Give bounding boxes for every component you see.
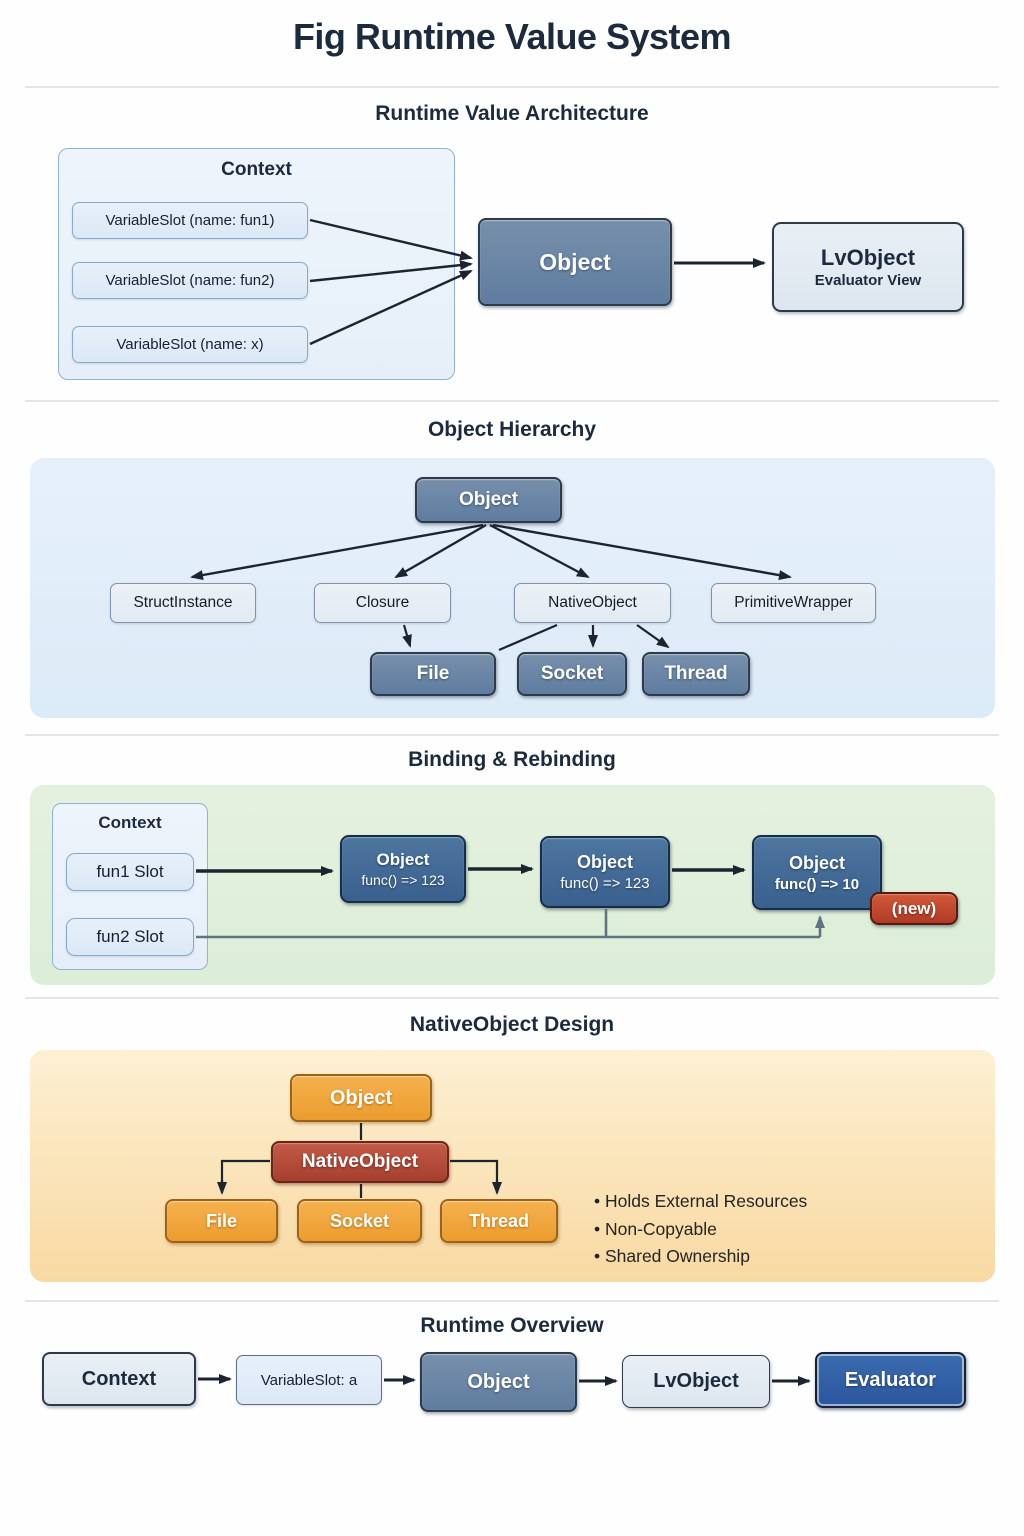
native-design-header: NativeObject Design: [409, 1013, 615, 1036]
lvobject-sublabel: Evaluator View: [814, 272, 922, 289]
binding-object-3-label: Object: [788, 852, 845, 873]
section-divider: [25, 1300, 999, 1302]
binding-fun1-slot: fun1 Slot: [66, 853, 194, 891]
hierarchy-header: Object Hierarchy: [427, 418, 597, 441]
overview-evaluator-node: Evaluator: [815, 1352, 966, 1408]
overview-header: Runtime Overview: [420, 1314, 604, 1337]
overview-object-node: Object: [420, 1352, 577, 1412]
binding-object-1: [340, 835, 466, 903]
hierarchy-thread-node: Thread: [642, 652, 750, 696]
native-file-node: File: [165, 1199, 278, 1243]
native-design-bullet-list: [594, 1188, 807, 1271]
overview-variableslot-node: VariableSlot: a: [236, 1355, 382, 1405]
overview-context-node: Context: [42, 1352, 196, 1406]
bullet-shared-ownership: • Shared Ownership: [594, 1246, 750, 1266]
hierarchy-primitivewrapper-node: PrimitiveWrapper: [711, 583, 876, 623]
hierarchy-closure-node: Closure: [314, 583, 451, 623]
section-divider: [25, 400, 999, 402]
binding-fun2-slot: fun2 Slot: [66, 918, 194, 956]
native-thread-node: Thread: [440, 1199, 558, 1243]
architecture-context-label: Context: [221, 159, 292, 180]
section-divider: [25, 997, 999, 999]
binding-object-1-value: func() => 123: [361, 872, 445, 888]
binding-object-2-value: func() => 123: [560, 875, 650, 892]
variable-slot-fun2: VariableSlot (name: fun2): [72, 262, 308, 299]
architecture-header: Runtime Value Architecture: [375, 102, 649, 125]
architecture-object-node: Object: [478, 218, 672, 306]
binding-object-2-label: Object: [576, 852, 633, 872]
binding-object-3: [752, 835, 882, 910]
native-socket-node: Socket: [297, 1199, 422, 1243]
hierarchy-structinstance-node: StructInstance: [110, 583, 256, 623]
section-divider: [25, 734, 999, 736]
native-nativeobject-node: NativeObject: [271, 1141, 449, 1183]
bullet-non-copyable: • Non-Copyable: [594, 1218, 717, 1239]
hierarchy-socket-node: Socket: [517, 652, 627, 696]
hierarchy-object-node: Object: [415, 477, 562, 523]
overview-lvobject-node: LvObject: [622, 1355, 770, 1408]
variable-slot-x: VariableSlot (name: x): [72, 326, 308, 363]
binding-object-3-value: func() => 10: [774, 875, 860, 893]
page-title: Fig Runtime Value System: [292, 16, 732, 57]
native-object-root-node: Object: [290, 1074, 432, 1122]
architecture-lvobject-node: [772, 222, 964, 312]
bullet-holds-external-resources: • Holds External Resources: [594, 1191, 808, 1211]
section-divider: [25, 86, 999, 88]
hierarchy-nativeobject-node: NativeObject: [514, 583, 671, 623]
native-design-panel: [30, 1050, 995, 1282]
binding-object-2: [540, 836, 670, 908]
new-badge: (new): [870, 892, 958, 925]
lvobject-label: LvObject: [820, 245, 916, 270]
variable-slot-fun1: VariableSlot (name: fun1): [72, 202, 308, 239]
binding-header: Binding & Rebinding: [408, 748, 616, 771]
binding-object-1-label: Object: [376, 850, 430, 869]
binding-context-label: Context: [98, 813, 162, 832]
hierarchy-file-node: File: [370, 652, 496, 696]
